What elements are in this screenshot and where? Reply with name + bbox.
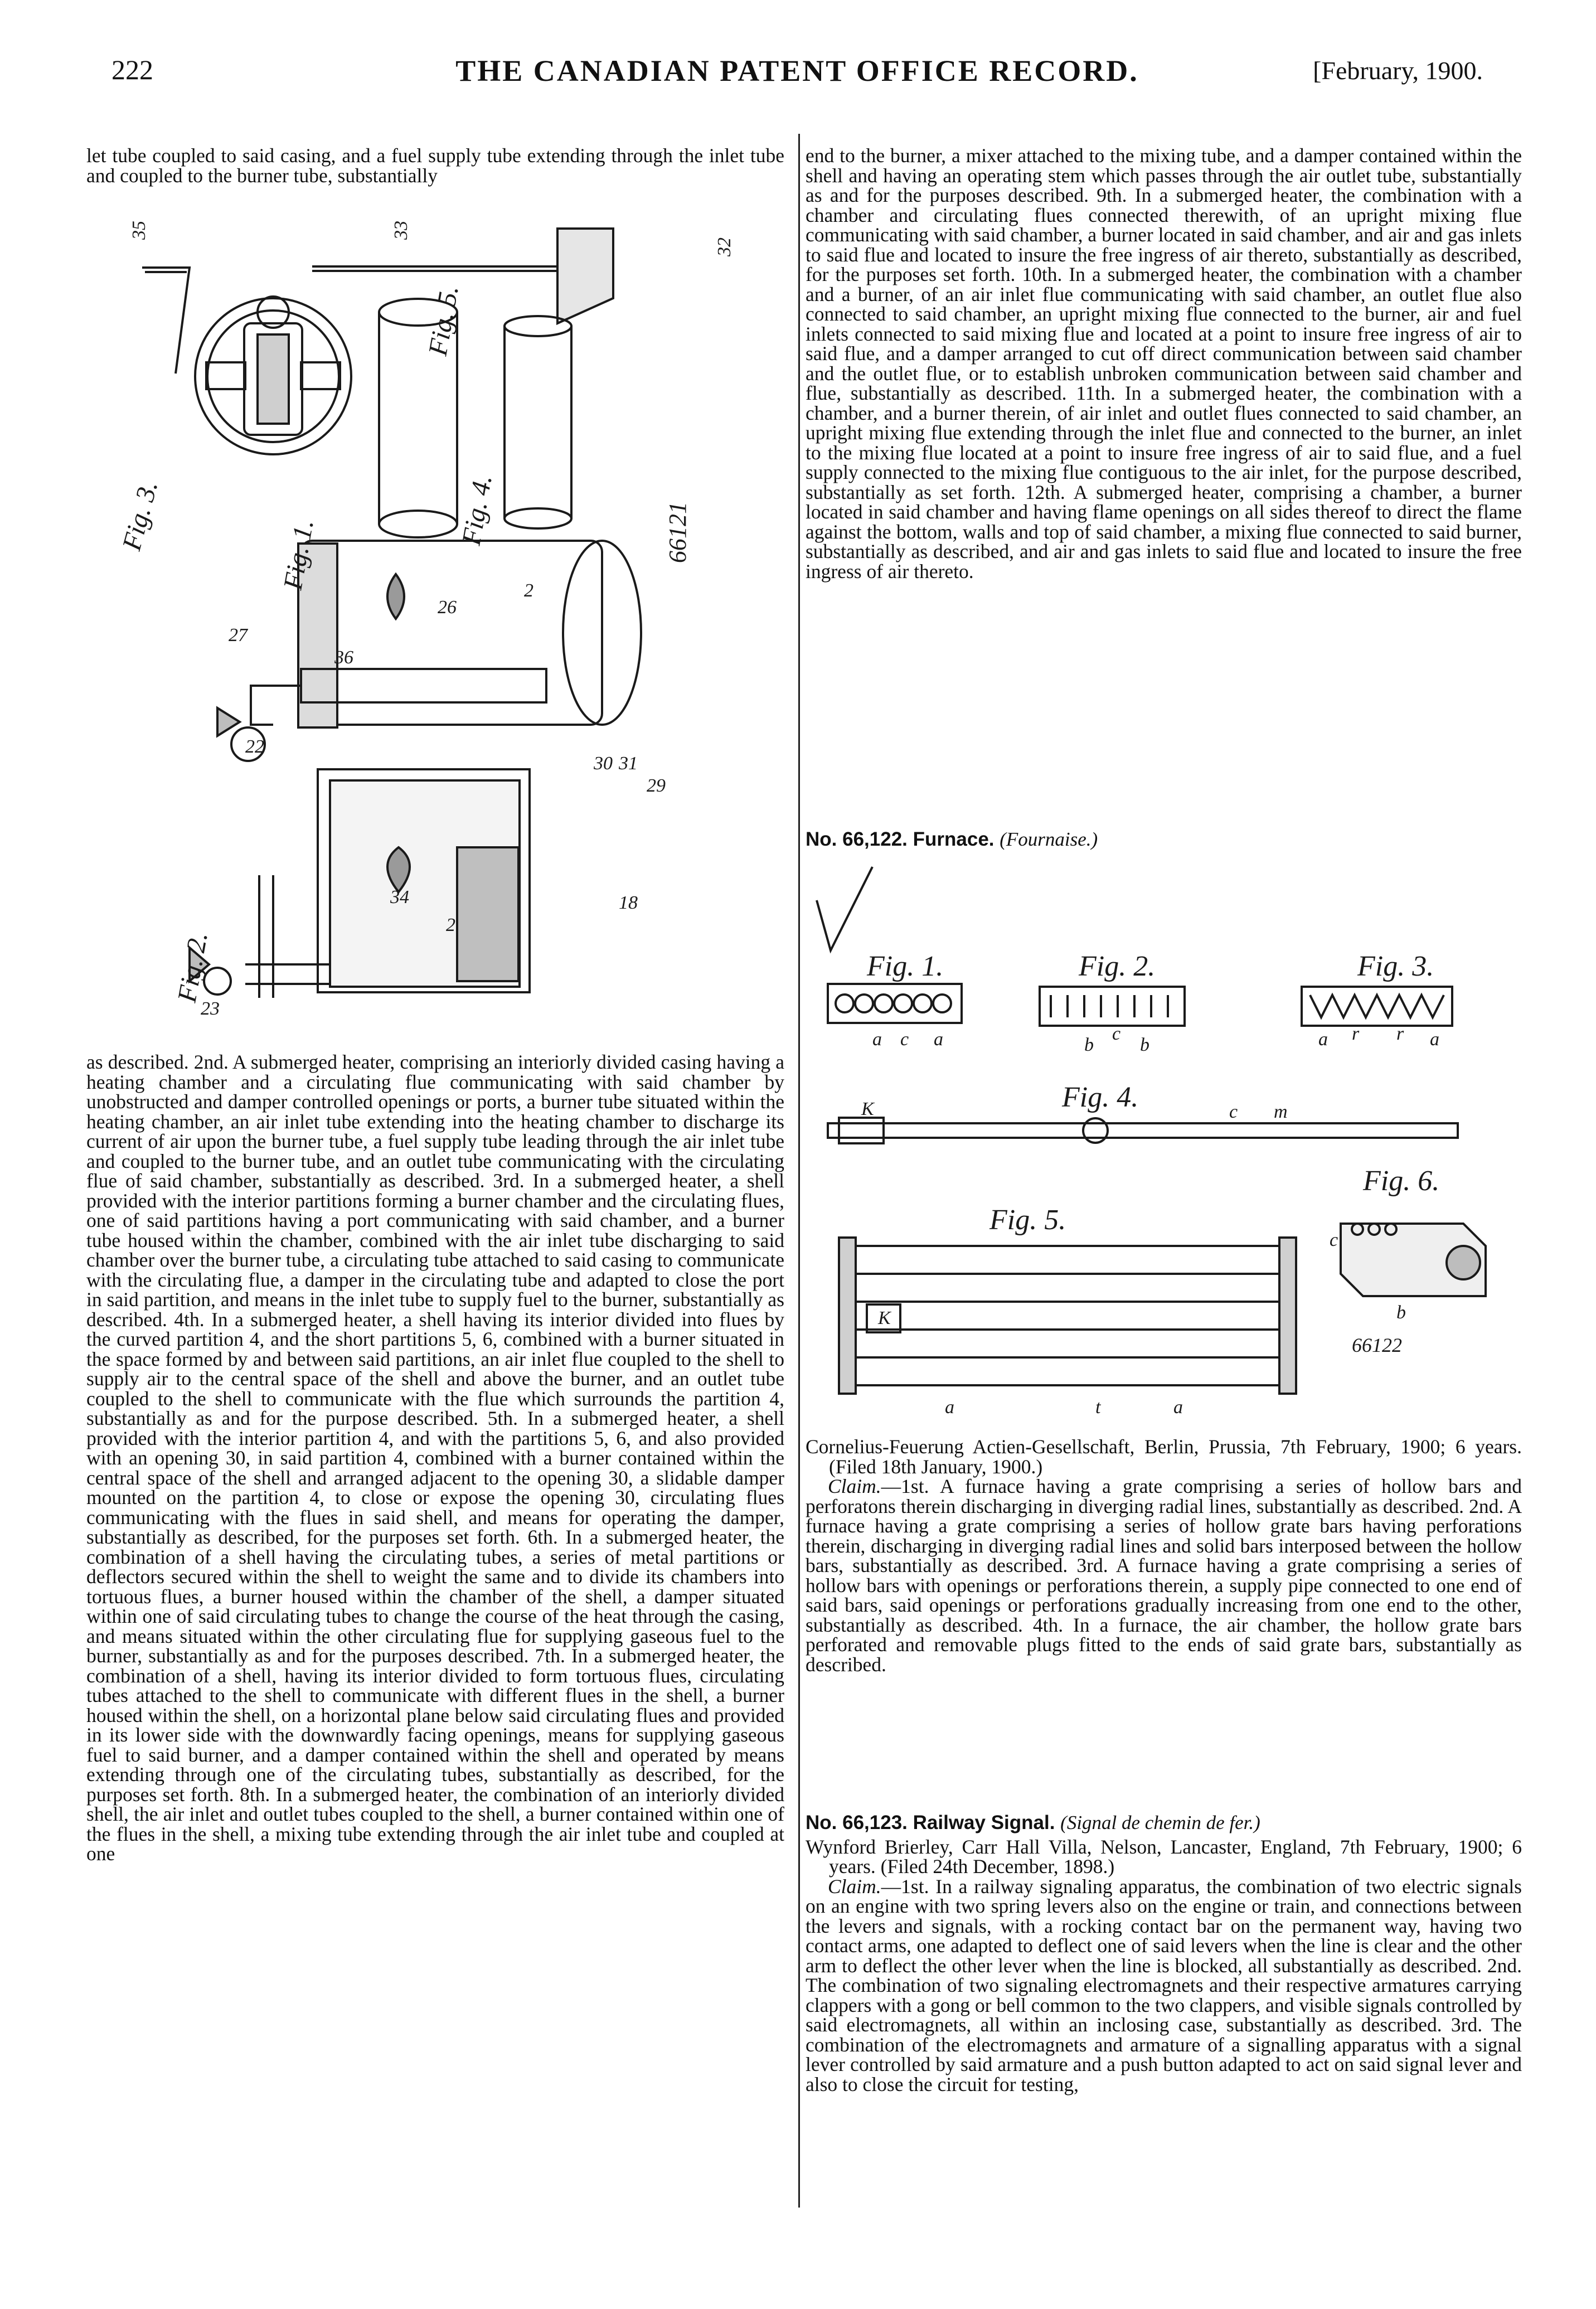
svg-text:30: 30: [594, 753, 613, 774]
furnace-fig1-label: Fig. 1.: [867, 950, 944, 982]
column-divider: [798, 134, 800, 2208]
svg-text:22: 22: [245, 736, 264, 757]
svg-text:K: K: [878, 1308, 891, 1328]
journal-title: THE CANADIAN PATENT OFFICE RECORD.: [455, 54, 1139, 88]
furnace-fig6-label: Fig. 6.: [1363, 1165, 1440, 1197]
svg-text:c: c: [1112, 1023, 1121, 1044]
svg-text:35: 35: [129, 221, 149, 240]
entry-66123-number: No. 66,123.: [806, 1812, 908, 1833]
svg-text:b: b: [1084, 1035, 1094, 1055]
svg-text:a: a: [945, 1397, 954, 1418]
svg-text:33: 33: [391, 221, 411, 240]
left-claims-text: as described. 2nd. A submerged heater, comprising an interiorly divided casing having a heating chamber and a circulating flue communicating with said chamber by unobstructed and damper controlled openings or ports, a burner tube situated within the heating chamber, an air inlet tube extending into the heating chamber to discharge its current of air upon the burner tube, a fuel supply tube leading through the air inlet tube and coupled to the burner tube, and an outlet tube communicating with the circulating flue of said chamber, substantially as described. 3rd. In a submerged heater, a shell provided with the interior partitions forming a burner chamber and the circulating flues, one of said partitions having a port communicating with said chamber, and a burner tube housed within the chamber, combined with the air inlet tube discharging to said chamber over the burner tube, a circulating tube attached to said casing to communicate with the circulating flue, a damper in the circulating tube and adapted to close the port in said partition, and means in the inlet tube to supply fuel to the burner, substantially as described. 4th. In a submerged heater, a shell having its interior divided into flues by the curved partition 4, and the short partitions 5, 6, combined with a burner situated in the space formed by and between said partitions, an air inlet flue coupled to the shell to supply air to the central space of the shell and above the burner, and an outlet tube coupled to the shell to communicate with the flue which surrounds the partition 4, substantially as and for the purpose described. 5th. In a submerged heater, a shell provided with the interior partition 4, and with the partitions 5, 6, and also provided with an opening 30, in said partition 4, combined with a burner contained within the central space of the shell and arranged adjacent to the opening 30, a slidable damper mounted on the partition 4, to close or expose the opening 30, circulating flues communicating with the flues in said shell, and means for operating the damper, substantially as described, for the purposes set forth. 6th. In a submerged heater, the combination of a shell having the circulating tubes, a series of metal partitions or deflectors secured within the shell to weight the same and to divide its chambers into tortuous flues, a burner housed within the chamber of the shell, a damper situated within one of said circulating tubes to change the course of the heat through the casing, and means situated within the other circulating flue for supplying gaseous fuel to the burner, substantially as and for the purposes described. 7th. In a submerged heater, the combination of a shell, having its interior divided to form tortuous flues, circulating tubes attached to the shell to communicate with different flues in the shell, a burner housed within the shell, on a horizontal plane below said circulating flues and provided in its lower side with the downwardly facing openings, means for supplying gaseous fuel to said burner, and a damper contained within the shell and operated by means extending through one of the circulating tubes, substantially as described, for the purposes set forth. 8th. In a submerged heater, the combination of an interiorly divided shell, the air inlet and outlet tubes coupled to the shell, a burner contained within one of the flues in the shell, a mixing tube extending through the air inlet tube and coupled at one: [86, 1051, 784, 1865]
furnace-fig5-label: Fig. 5.: [989, 1204, 1066, 1236]
page-number: 222: [111, 54, 153, 85]
svg-text:a: a: [1173, 1397, 1183, 1418]
furnace-fig4-label: Fig. 4.: [1062, 1081, 1139, 1113]
entry-66123-french-title: (Signal de chemin de fer.): [1060, 1812, 1260, 1833]
heater-patent-number: 66121: [664, 502, 691, 563]
furnace-fig2-label: Fig. 2.: [1079, 950, 1156, 982]
svg-text:r: r: [1396, 1023, 1404, 1044]
entry-66122-title: Furnace.: [913, 828, 995, 850]
svg-text:31: 31: [619, 753, 638, 774]
entry-66122-claim-text: —1st. A furnace having a grate comprising a series of hollow bars and perforatons therein discharging in diverging radial lines, substantially as described. 2nd. A furnace having a grate comprising a series of hollow grate bars having perforations therein, discharging in diverging radial lines and solid bars interposed between the hollow bars, substantially as described. 3rd. A furnace having a grate comprising a series of hollow bars with openings or perforations therein, a supply pipe connected to one end of said bars, said openings or perforations gradually increasing from one end to the other, substantially as described. 4th. In a furnace, the air chamber, the hollow grate bars perforated and removable plugs fitted to the ends of said grate bars, substantially as described.: [806, 1475, 1522, 1676]
issue-date: [February, 1900.: [1313, 56, 1483, 85]
fig2-label: Fig. 2.: [172, 929, 214, 1005]
fig5-label: Fig. 5.: [423, 283, 464, 358]
entry-66122-number: No. 66,122.: [806, 828, 908, 850]
svg-text:m: m: [1274, 1102, 1288, 1122]
svg-text:26: 26: [438, 597, 457, 618]
svg-text:b: b: [1396, 1302, 1406, 1323]
left-column: [86, 146, 784, 186]
svg-text:36: 36: [334, 647, 353, 668]
furnace-fig3-label: Fig. 3.: [1357, 950, 1434, 982]
entry-66122-claim-label: Claim.: [828, 1475, 881, 1497]
entry-66123-claim-text: —1st. In a railway signaling apparatus, the combination of two electric signals on an engine with two spring levers also on the engine or train, and connections between the levers and signals, with a rocking contact bar on the permanent way, having two contact arms, one adapted to deflect one of said levers when the line is clear and the other arm to deflect the other lever when the line is blocked, all substantially as described. 2nd. The combination of two signaling electromagnets and their respective armatures carrying clappers with a gong or bell common to the two clappers, and visible signals controlled by said electromagnets, all within an inclosing case, substantially as described. 3rd. The combination of the electromagnets and armature of a signalling apparatus with a signal lever controlled by said armature and a push button adapted to act on said signal lever and also to close the circuit for testing,: [806, 1875, 1522, 2095]
furnace-patent-drawing: [806, 861, 1519, 1419]
fig1-grate-bars: [836, 995, 951, 1012]
svg-text:a: a: [872, 1029, 882, 1050]
svg-text:2: 2: [446, 915, 455, 935]
svg-text:K: K: [861, 1099, 874, 1119]
svg-text:r: r: [1352, 1023, 1360, 1044]
left-claims-column: [86, 1052, 784, 1864]
svg-text:18: 18: [619, 892, 638, 913]
svg-text:27: 27: [229, 625, 248, 646]
svg-text:a: a: [1430, 1029, 1439, 1050]
svg-text:34: 34: [390, 887, 409, 908]
svg-text:2: 2: [524, 580, 533, 601]
page-header: [111, 54, 1483, 93]
heater-patent-drawing: [117, 206, 775, 1031]
svg-text:c: c: [1229, 1102, 1238, 1122]
fig1-label: Fig. 1.: [278, 517, 319, 592]
svg-text:c: c: [900, 1029, 909, 1050]
svg-text:29: 29: [647, 775, 666, 796]
entry-66123-title: Railway Signal.: [913, 1812, 1055, 1833]
svg-text:t: t: [1095, 1397, 1101, 1418]
svg-text:b: b: [1140, 1035, 1149, 1055]
entry-66122-heading: [806, 830, 1522, 850]
fig4-label: Fig. 4.: [456, 472, 498, 547]
right-continued-text: end to the burner, a mixer attached to the mixing tube, and a damper contained within the shell and having an operating stem which passes through the air outlet tube, substantially as and for the purposes described. 9th. In a submerged heater, the combination with a chamber and circulating flues connected therewith, of an upright mixing flue communicating with said chamber, a burner located in said chamber, and air and gas inlets to said flue and located to insure the free ingress of air thereto, substantially as described, for the purposes set forth. 10th. In a submerged heater, the combination with a chamber and a burner, of an air inlet flue communicating with said chamber, an outlet flue also connected to said chamber, an upright mixing flue connected to the burner, air and fuel inlets connected to said mixing flue and located at a point to insure free ingress of air to said flue, and a damper arranged to cut off direct communication between said chamber and the outlet flue, or to establish unbroken communication between said chamber and flue, substantially as described. 11th. In a submerged heater, the combination with a chamber, and a burner therein, of air inlet and outlet flues connected to said chamber, an upright mixing flue extending through the inlet flue and connected to the burner, an inlet to the mixing flue located at a point to insure free ingress of air to said flue, and a fuel supply connected to the mixing flue contiguous to the air inlet, for the purpose described, substantially as set forth. 12th. A submerged heater, comprising a chamber, a burner located in said chamber and having flame openings on all sides thereof to direct the flame against the bottom, walls and top of said chamber, a mixing flue connected to said burner, substantially as described, and air and gas inlets to said flue and located to insure the free ingress of air thereto.: [806, 144, 1522, 583]
right-column: [806, 146, 1522, 581]
svg-text:a: a: [934, 1029, 943, 1050]
svg-text:23: 23: [201, 998, 220, 1019]
entry-66122-applicant: Cornelius-Feuerung Actien-Gesellschaft, Berlin, Prussia, 7th February, 1900; 6 years. (Filed 18th January, 1900.): [806, 1435, 1522, 1478]
left-intro-text: let tube coupled to said casing, and a fuel supply tube extending through the inlet tube and coupled to the burner tube, substantially: [86, 144, 784, 187]
entry-66123: [806, 1813, 1522, 2094]
svg-text:32: 32: [714, 237, 735, 256]
entry-66122-french-title: (Fournaise.): [1000, 828, 1098, 850]
svg-text:c: c: [1330, 1230, 1338, 1250]
entry-66123-applicant: Wynford Brierley, Carr Hall Villa, Nelson, Lancaster, England, 7th February, 1900; 6 years. (Filed 24th December, 1898.): [806, 1835, 1522, 1878]
furnace-patent-number: 66122: [1352, 1334, 1402, 1356]
svg-text:a: a: [1318, 1029, 1328, 1050]
entry-66123-claim-label: Claim.: [828, 1875, 881, 1898]
entry-66122-body: [806, 1437, 1522, 1675]
fig3-label: Fig. 3.: [117, 477, 164, 554]
